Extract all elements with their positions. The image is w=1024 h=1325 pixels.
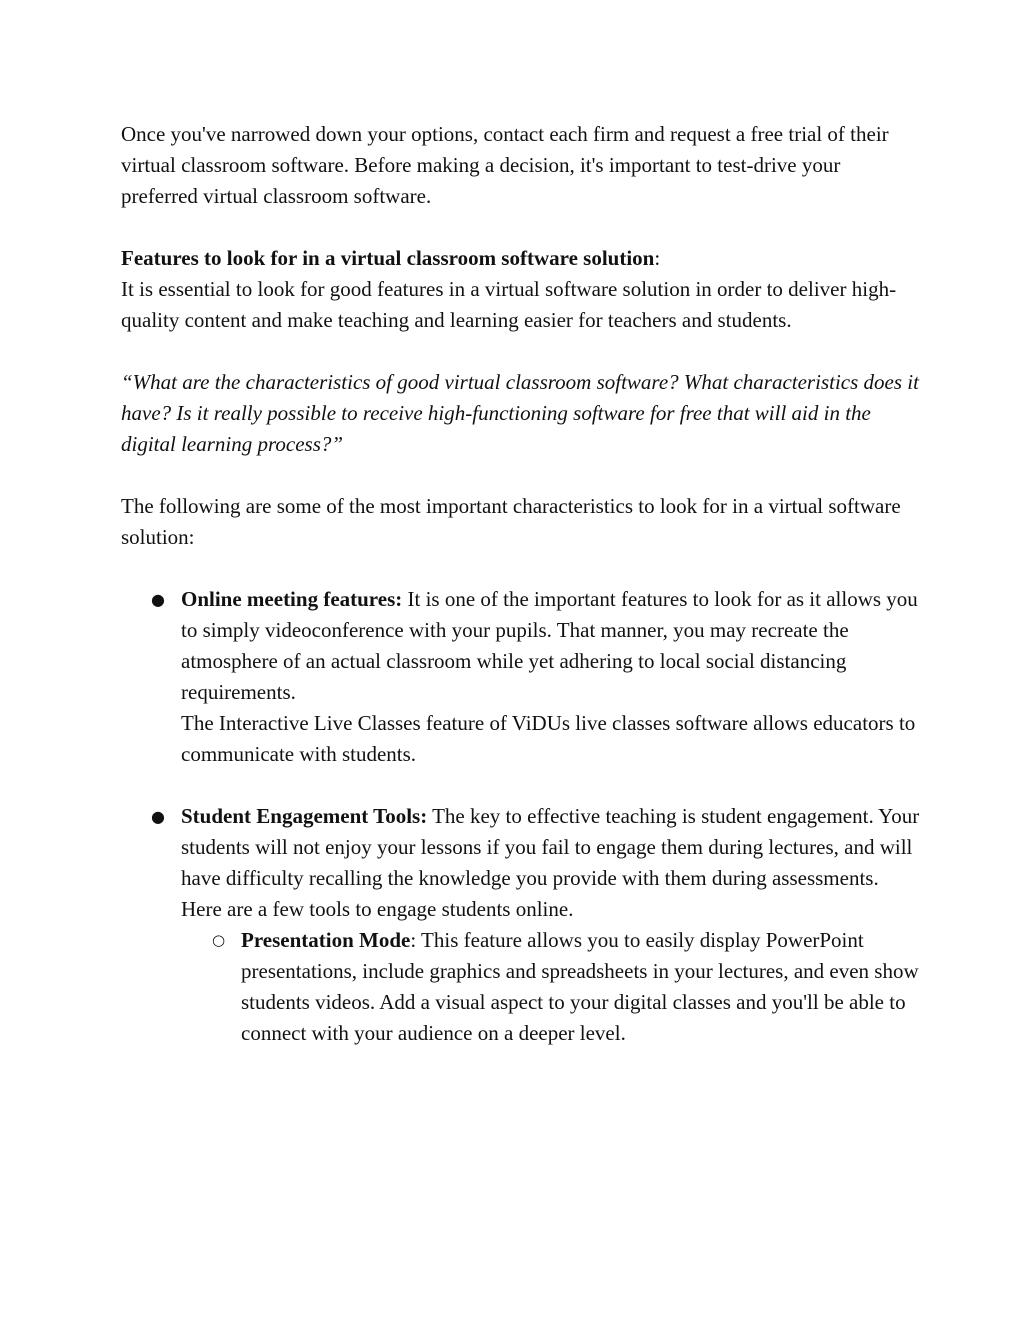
sub-item-paragraph (241, 925, 921, 1049)
sub-item-title: Presentation Mode (241, 928, 411, 952)
sub-bullet-marker: ○ (212, 931, 226, 949)
bullet-text: The key to effective teaching is student engagement. Your students will not enjoy your lessons if you fail to engage them during lectures, and will have difficulty recalling the knowledge you provide with them during assessments. (181, 804, 920, 890)
list-item-online-meeting (121, 584, 921, 770)
intro-paragraph: Once you've narrowed down your options, contact each firm and request a free trial of their virtual classroom software. Before making a decision, it's important to test-drive your preferred virtual classroom software. (121, 122, 889, 208)
quote-paragraph: “What are the characteristics of good virtual classroom software? What characteristics does it have? Is it really possible to receive high-functioning software for free that will aid in the digital learning process?” (121, 370, 919, 456)
features-heading-block (121, 243, 921, 274)
bullet-text: It is one of the important features to look for as it allows you to simply videoconference with your pupils. That manner, you may recreate the atmosphere of an actual classroom while yet adhering to local social distancing requirements. (181, 587, 918, 704)
document-page (121, 119, 921, 1049)
features-paragraph: It is essential to look for good features in a virtual software solution in order to deliver high-quality content and make teaching and learning easier for teachers and students. (121, 277, 897, 332)
list-intro-paragraph: The following are some of the most important characteristics to look for in a virtual software solution: (121, 494, 901, 549)
bullet-extra: The Interactive Live Classes feature of ViDUs live classes software allows educators to communicate with students. (181, 711, 916, 766)
bullet-marker: ● (151, 590, 165, 609)
features-heading-colon: : (654, 246, 661, 270)
bullet-extra: Here are a few tools to engage students online. (181, 897, 574, 921)
bullet-paragraph (181, 584, 921, 708)
features-heading: Features to look for in a virtual classroom software solution (121, 246, 655, 270)
sub-item-presentation-mode (181, 925, 921, 1049)
sub-list (181, 925, 921, 1049)
bullet-marker: ● (151, 807, 165, 826)
sub-item-text: : This feature allows you to easily display PowerPoint presentations, include graphics and spreadsheets in your lectures, and even show students videos. Add a visual aspect to your digital classes and you'll be able to connect with your audience on a deeper level. (241, 928, 919, 1045)
bullet-title: Online meeting features: (181, 587, 403, 611)
list-item-student-engagement (121, 801, 921, 1049)
feature-list (121, 584, 921, 1049)
bullet-title: Student Engagement Tools: (181, 804, 428, 828)
bullet-paragraph (181, 801, 921, 894)
